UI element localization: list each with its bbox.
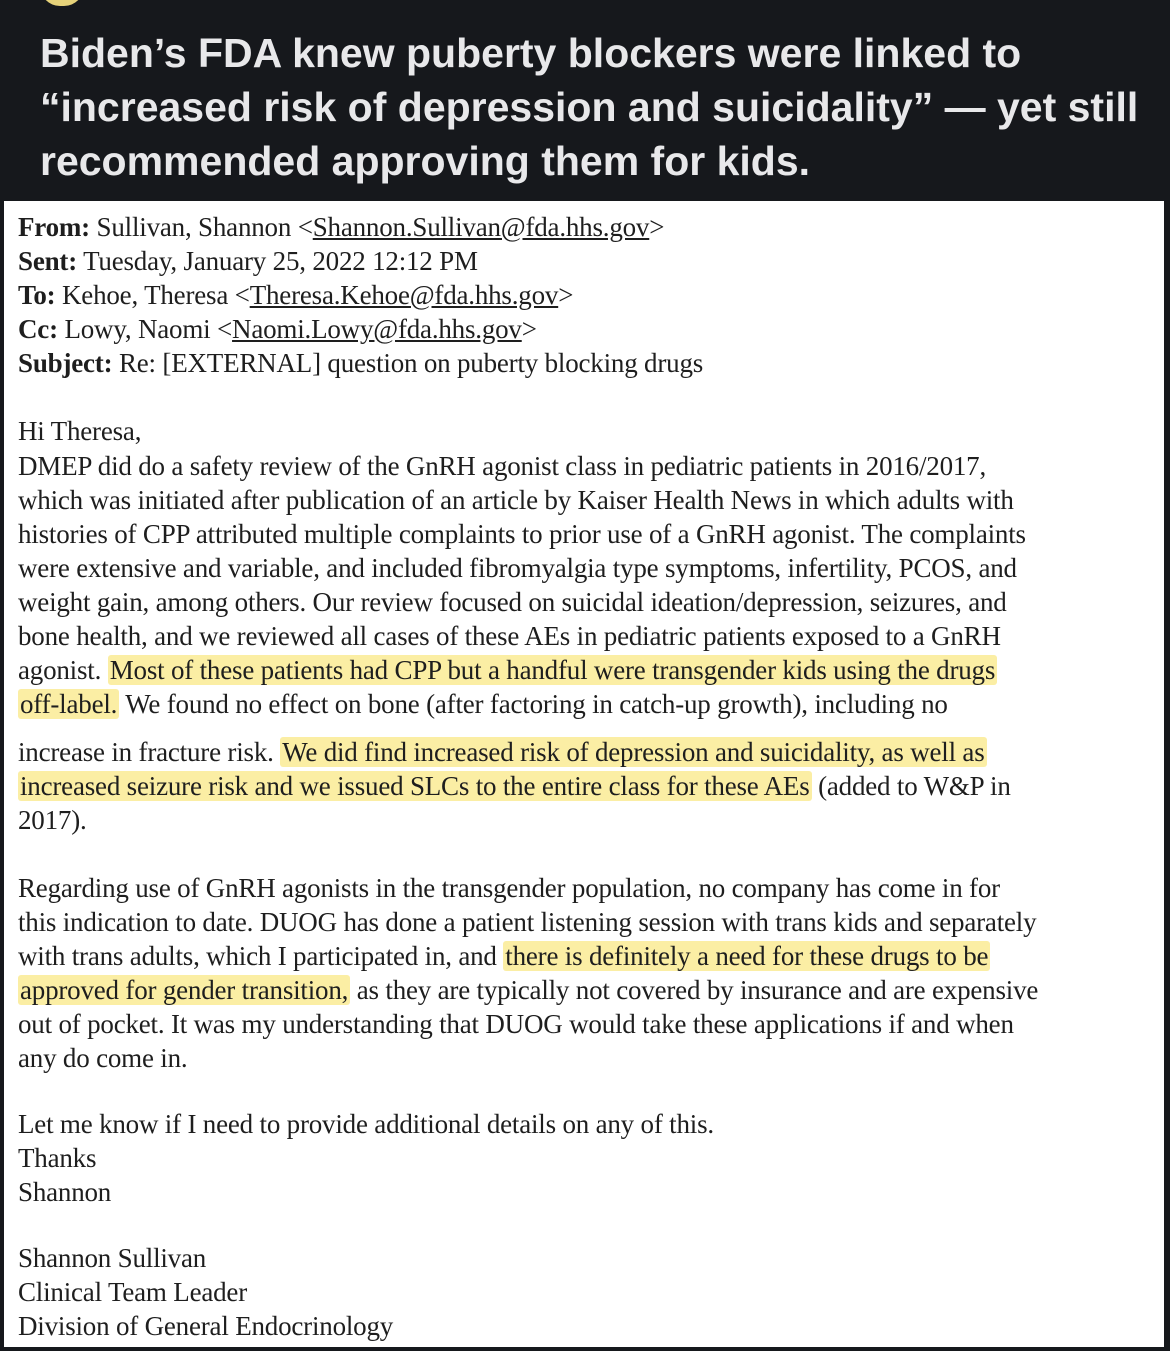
highlighted-text: there is definitely a need for these drugs to be [505,941,989,971]
body-line: 2017). [18,805,87,835]
highlighted-text: increased seizure risk and we issued SLCs to the entire class for these AEs [20,771,810,801]
email-to-line: To: Kehoe, Theresa <Theresa.Kehoe@fda.hhs.gov> [18,280,574,310]
body-text: as they are typically not covered by insurance and are expensive [356,975,1039,1005]
to-email-link[interactable]: Theresa.Kehoe@fda.hhs.gov [249,280,559,310]
cc-name: Lowy, Naomi [64,314,211,344]
from-email-link[interactable]: Shannon.Sullivan@fda.hhs.gov [312,212,650,242]
body-line [18,653,997,687]
from-name: Sullivan, Shannon [96,212,292,242]
body-text: agonist. [18,655,102,685]
body-line [18,735,987,769]
avatar[interactable] [40,0,84,6]
to-name: Kehoe, Theresa [61,280,229,310]
body-line: bone health, and we reviewed all cases of these AEs in pediatric patients exposed to a GnRH [18,621,1001,651]
body-line: DMEP did do a safety review of the GnRH agonist class in pediatric patients in 2016/2017, [18,451,987,481]
body-line [18,687,948,721]
email-sent-line [18,244,478,278]
body-text: We found no effect on bone (after factoring in catch-up growth), including no [125,689,948,719]
email-from-line: From: Sullivan, Shannon <Shannon.Sullivan@fda.hhs.gov> [18,212,665,242]
email-document-image [4,201,1164,1347]
body-text: (added to W&P in [818,771,1011,801]
body-line [18,939,990,973]
body-line: Let me know if I need to provide additional details on any of this. [18,1109,714,1139]
body-line: were extensive and variable, and included fibromyalgia type symptoms, infertility, PCOS, and [18,553,1017,583]
body-line: weight gain, among others. Our review focused on suicidal ideation/depression, seizures, and [18,587,1007,617]
email-subject-line [18,346,703,380]
sent-value: Tuesday, January 25, 2022 12:12 PM [83,246,478,276]
body-line: this indication to date. DUOG has done a patient listening session with trans kids and separately [18,907,1037,937]
subject-value: Re: [EXTERNAL] question on puberty blocking drugs [118,348,704,378]
body-line [18,973,1038,1007]
subject-label: Subject: [18,348,113,378]
body-line: Shannon [18,1177,112,1207]
highlighted-text: approved for gender transition, [20,975,349,1005]
highlighted-text: We did find increased risk of depression and suicidality, as well as [282,737,985,767]
to-label: To: [18,280,56,310]
body-line: Regarding use of GnRH agonists in the transgender population, no company has come in for [18,873,1000,903]
from-label: From: [18,212,90,242]
signature-division: Division of General Endocrinology [18,1311,394,1341]
headline-banner [0,0,1170,198]
body-text: increase in fracture risk. [18,737,274,767]
sent-label: Sent: [18,246,77,276]
highlighted-text: off-label. [20,689,118,719]
cc-email-link[interactable]: Naomi.Lowy@fda.hhs.gov [232,314,522,344]
headline-text: Biden’s FDA knew puberty blockers were linked to “increased risk of depression and suicidality” — yet still recommended approving them for kids. [40,30,1139,184]
email-cc-line: Cc: Lowy, Naomi <Naomi.Lowy@fda.hhs.gov> [18,314,537,344]
greeting: Hi Theresa, [18,416,142,446]
body-line: Thanks [18,1143,97,1173]
cc-label: Cc: [18,314,58,344]
body-line: out of pocket. It was my understanding that DUOG would take these applications if and when [18,1009,1014,1039]
body-line: any do come in. [18,1043,188,1073]
signature-name: Shannon Sullivan [18,1243,207,1273]
highlighted-text: Most of these patients had CPP but a handful were transgender kids using the drugs [109,655,996,685]
body-line [18,769,1011,803]
body-text: with trans adults, which I participated in, and [18,941,497,971]
body-line: histories of CPP attributed multiple complaints to prior use of a GnRH agonist. The complaints [18,519,1026,549]
signature-title: Clinical Team Leader [18,1277,248,1307]
body-line: which was initiated after publication of an article by Kaiser Health News in which adults with [18,485,1014,515]
